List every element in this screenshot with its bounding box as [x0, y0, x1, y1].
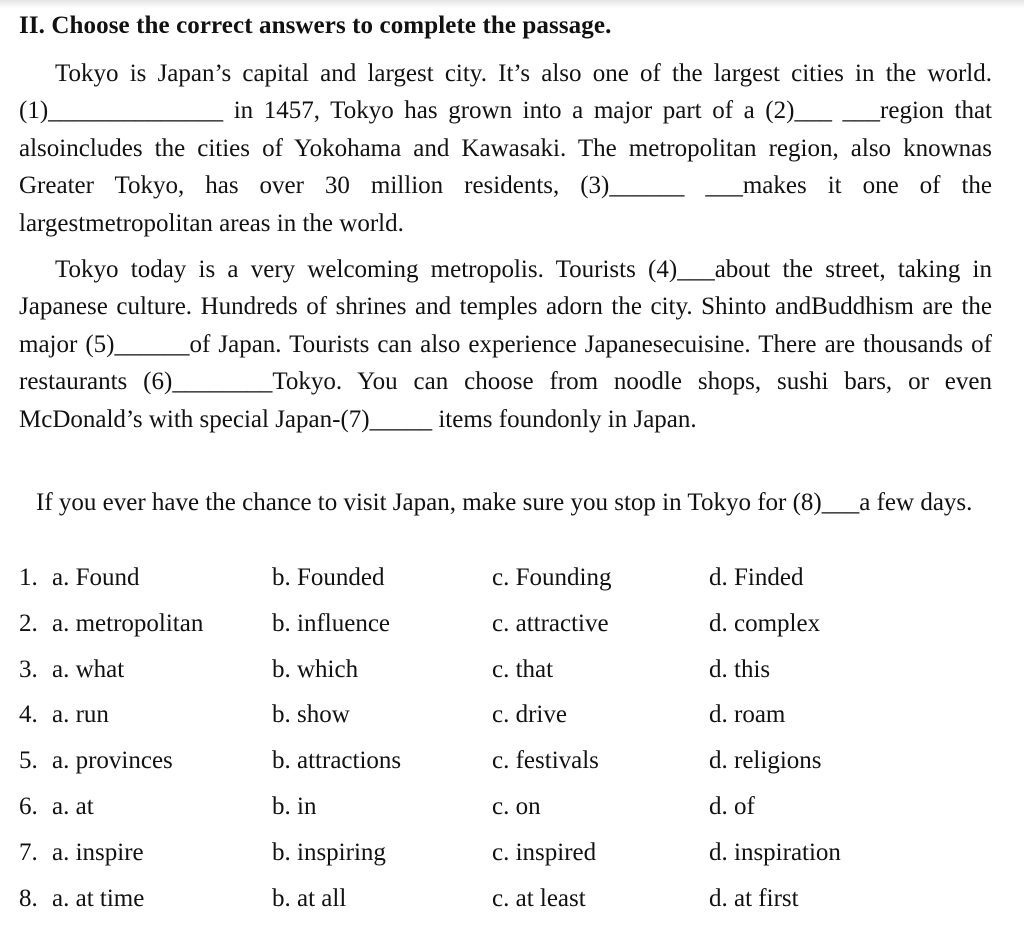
option-a: a. at — [52, 792, 94, 820]
option-d: d. roam — [709, 701, 786, 729]
option-a: a. metropolitan — [52, 609, 204, 637]
question-row — [19, 793, 1009, 839]
option-a: a. run — [52, 701, 109, 729]
option-c: c. inspired — [492, 838, 597, 866]
option-b: b. which — [272, 655, 359, 683]
option-b: b. inspiring — [272, 838, 386, 866]
question-row — [19, 610, 1009, 656]
section-heading: II. Choose the correct answers to complete the passage. — [19, 12, 612, 39]
option-c: c. Founding — [492, 564, 612, 591]
option-c: c. at least — [492, 884, 586, 912]
question-number: 1. — [19, 564, 38, 591]
passage-paragraph-3 — [19, 484, 992, 521]
option-c: c. festivals — [492, 747, 599, 775]
question-row — [19, 564, 1009, 610]
option-b: b. show — [272, 701, 350, 729]
option-c: c. attractive — [492, 609, 609, 637]
option-c: c. drive — [492, 701, 567, 729]
question-number: 7. — [19, 838, 38, 866]
option-d: d. of — [709, 792, 755, 820]
question-row — [19, 885, 1009, 930]
question-number: 5. — [19, 747, 38, 775]
question-number: 8. — [19, 884, 38, 912]
top-edge-shadow — [0, 0, 1024, 8]
passage-paragraph-2 — [19, 251, 992, 438]
option-d: d. Finded — [709, 564, 804, 591]
option-b: b. Founded — [272, 564, 385, 591]
question-number: 4. — [19, 701, 38, 729]
question-row — [19, 747, 1009, 793]
answer-options-table — [19, 564, 1009, 930]
question-number: 6. — [19, 792, 38, 820]
option-a: a. what — [52, 655, 125, 683]
option-d: d. at first — [709, 884, 799, 912]
question-number: 2. — [19, 609, 38, 637]
option-a: a. at time — [52, 884, 145, 912]
option-d: d. inspiration — [709, 838, 841, 866]
question-row — [19, 839, 1009, 885]
option-d: d. complex — [709, 609, 821, 637]
paragraph-text: Tokyo is Japan’s capital and largest city. It’s also one of the largest cities in the world.(1)______________ in 1457, Tokyo has grown into a major part of a (2)___ ___region that alsoincludes the cities of Yokohama and Kawasaki. The metropolitan region, also knownas Greater Tokyo, has over 30 million residents, (3)______ ___makes it one of the largestmetropolitan areas in the world. — [19, 60, 992, 237]
option-a: a. provinces — [52, 747, 173, 775]
question-row — [19, 701, 1009, 747]
passage-paragraph-1 — [19, 55, 992, 242]
option-c: c. that — [492, 655, 554, 683]
paragraph-text: Tokyo today is a very welcoming metropolis. Tourists (4)___about the street, taking in Japanese culture. Hundreds of shrines and temples adorn the city. Shinto andBuddhism are the major (5)______of Japan. Tourists can also experience Japanesecuisine. There are thousands of restaurants (6)________Tokyo. You can choose from noodle shops, sushi bars, or even McDonald’s with special Japan-(7)_____ items foundonly in Japan. — [19, 256, 992, 433]
option-d: d. religions — [709, 747, 822, 775]
question-row — [19, 656, 1009, 702]
option-b: b. at all — [272, 884, 347, 912]
option-a: a. inspire — [52, 838, 144, 866]
paragraph-text: If you ever have the chance to visit Japan, make sure you stop in Tokyo for (8)___a few days. — [36, 489, 973, 516]
option-c: c. on — [492, 792, 541, 820]
option-b: b. in — [272, 792, 317, 820]
question-number: 3. — [19, 655, 38, 683]
option-d: d. this — [709, 655, 771, 683]
option-b: b. attractions — [272, 747, 402, 775]
option-b: b. influence — [272, 609, 391, 637]
option-a: a. Found — [52, 564, 140, 591]
